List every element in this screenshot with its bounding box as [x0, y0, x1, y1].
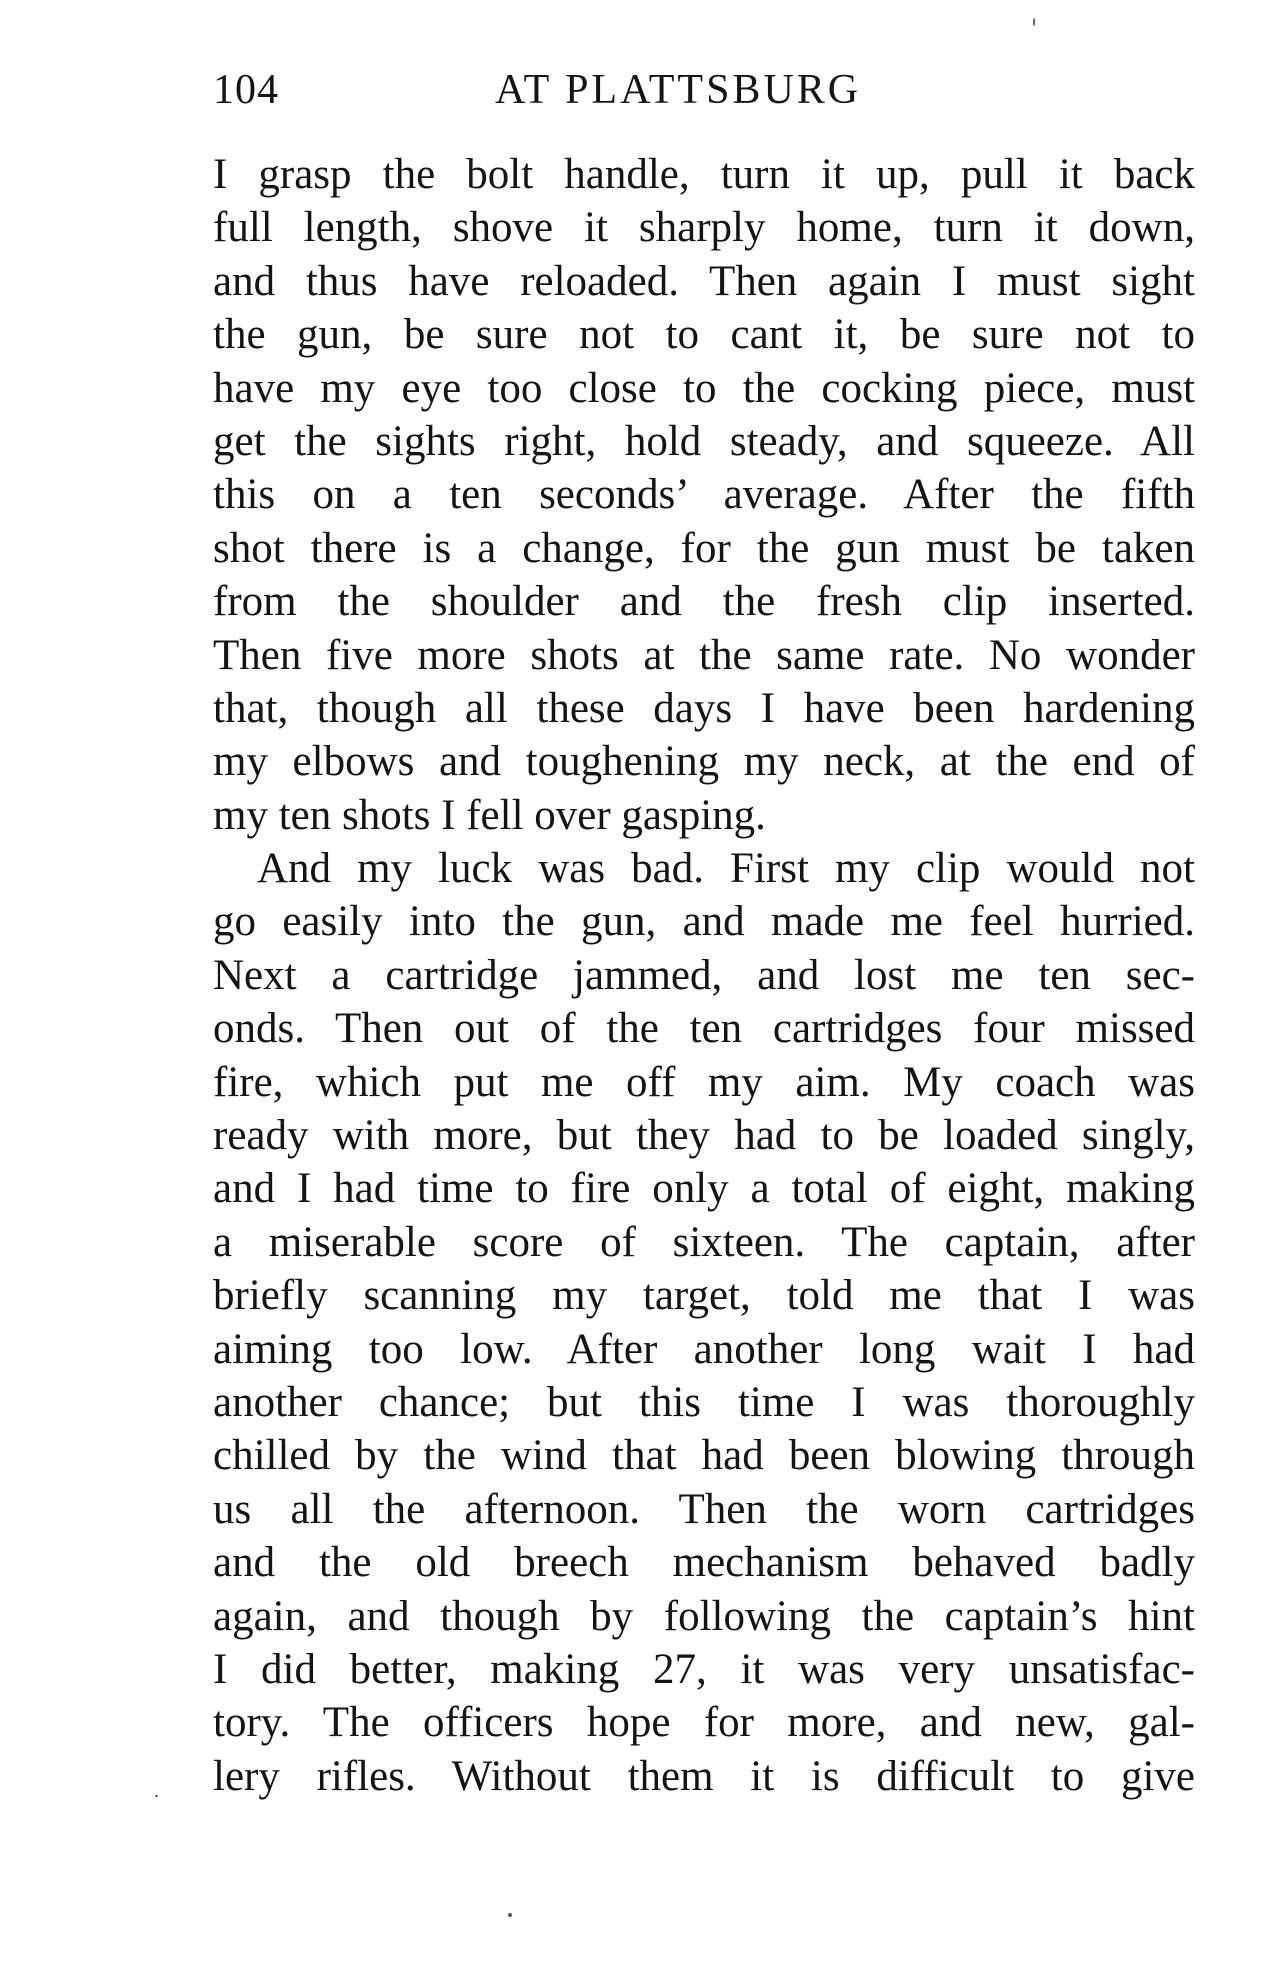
text-line: fire, which put me off my aim. My coach was — [213, 1058, 1195, 1106]
scan-speck — [1033, 18, 1035, 26]
text-line: I did better, making 27, it was very unsatisfac- — [213, 1645, 1195, 1693]
text-line: I grasp the bolt handle, turn it up, pull it back — [213, 151, 1195, 198]
scan-speck — [508, 1913, 512, 1917]
paragraph-end-line: my ten shots I fell over gasping. — [213, 791, 766, 839]
text-line: briefly scanning my target, told me that I was — [213, 1272, 1195, 1320]
text-line: go easily into the gun, and made me feel hurried. — [213, 898, 1195, 946]
text-line: my elbows and toughening my neck, at the end of — [213, 738, 1195, 786]
page-header — [213, 60, 1195, 120]
text-line: shot there is a change, for the gun must be taken — [213, 524, 1195, 572]
text-line: a miserable score of sixteen. The captain, after — [213, 1218, 1195, 1266]
paragraph-start-line: And my luck was bad. First my clip would not — [257, 845, 1195, 893]
page-number: 104 — [213, 67, 279, 113]
body-text — [213, 148, 1195, 1803]
text-line: from the shoulder and the fresh clip inserted. — [213, 578, 1195, 626]
text-line: and I had time to fire only a total of eight, making — [213, 1165, 1195, 1213]
text-line: again, and though by following the captain’s hint — [213, 1592, 1195, 1640]
text-line: have my eye too close to the cocking piece, must — [213, 364, 1195, 412]
text-line: get the sights right, hold steady, and squeeze. All — [213, 417, 1195, 465]
text-line: Then five more shots at the same rate. No wonder — [213, 631, 1195, 679]
text-line: this on a ten seconds’ average. After the fifth — [213, 471, 1195, 519]
text-line: onds. Then out of the ten cartridges four missed — [213, 1005, 1195, 1053]
text-line: tory. The officers hope for more, and new, gal- — [213, 1699, 1195, 1747]
text-line: the gun, be sure not to cant it, be sure not to — [213, 311, 1195, 359]
text-line: lery rifles. Without them it is difficult to give — [213, 1752, 1195, 1800]
text-line: ready with more, but they had to be loaded singly, — [213, 1112, 1195, 1160]
text-line: chilled by the wind that had been blowing through — [213, 1432, 1195, 1480]
text-line: aiming too low. After another long wait I had — [213, 1325, 1195, 1373]
text-line: another chance; but this time I was thoroughly — [213, 1378, 1195, 1426]
running-head: AT PLATTSBURG — [495, 67, 862, 113]
text-line: and thus have reloaded. Then again I must sight — [213, 257, 1195, 305]
text-line: that, though all these days I have been hardening — [213, 684, 1195, 732]
scan-speck — [155, 1795, 158, 1797]
text-line: us all the afternoon. Then the worn cartridges — [213, 1485, 1195, 1533]
text-line: Next a cartridge jammed, and lost me ten sec- — [213, 951, 1195, 999]
text-line: full length, shove it sharply home, turn it down, — [213, 204, 1195, 252]
text-line: and the old breech mechanism behaved badly — [213, 1539, 1195, 1587]
